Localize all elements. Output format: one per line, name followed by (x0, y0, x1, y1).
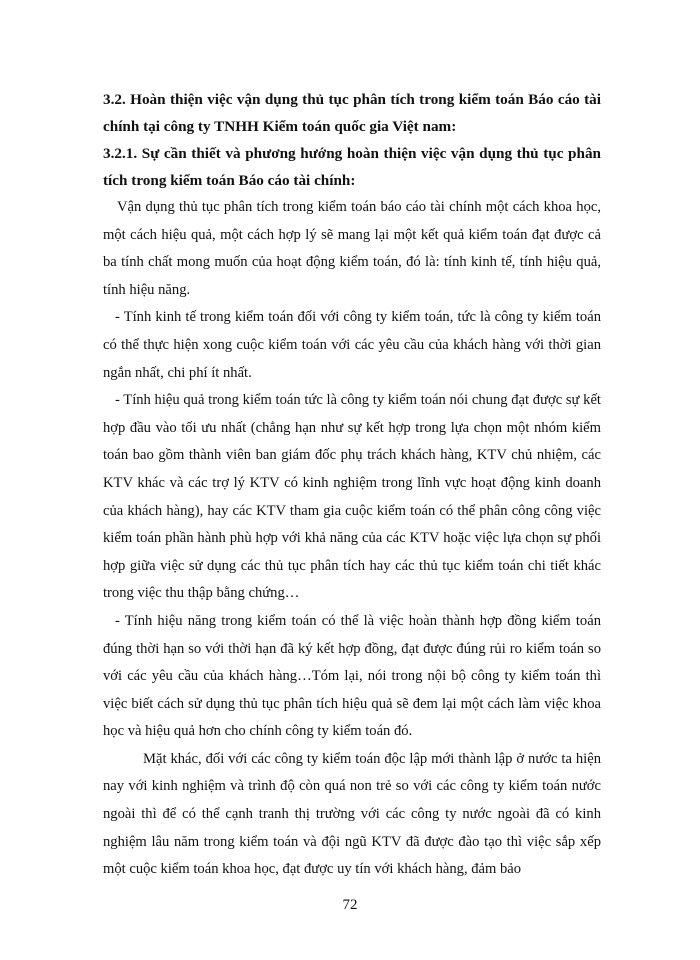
paragraph-efficiency: - Tính hiệu quả trong kiểm toán tức là công ty kiểm toán nói chung đạt được sự kết hợp đầu vào tối ưu nhất (chẳng hạn như sự kết hợp trong lựa chọn một nhóm kiểm toán bao gồm thành viên ban giám đốc phụ trách khách hàng, KTV chủ nhiệm, các KTV khác và các trợ lý KTV có kinh nghiệm trong lĩnh vực hoạt động kinh doanh của khách hàng), hay các KTV tham gia cuộc kiểm toán có thể phân công công việc kiểm toán phần hành phù hợp với khả năng của các KTV hoặc việc lựa chọn sự phối hợp giữa việc sử dụng các thủ tục phân tích hay các thủ tục kiểm toán chi tiết khác trong việc thu thập bằng chứng… (103, 392, 601, 602)
paragraph-economy: - Tính kinh tế trong kiểm toán đối với công ty kiểm toán, tức là công ty kiểm toán có thể thực hiện xong cuộc kiểm toán với các yêu cầu của khách hàng với thời gian ngắn nhất, chi phí ít nhất. (103, 309, 601, 381)
page-number: 72 (342, 897, 358, 913)
section-heading-3-2-1: 3.2.1. Sự cần thiết và phương hướng hoàn thiện việc vận dụng thủ tục phân tích trong kiểm toán Báo cáo tài chính: (103, 145, 601, 189)
paragraph-other-hand: Mặt khác, đối với các công ty kiểm toán độc lập mới thành lập ở nước ta hiện nay với kinh nghiệm và trình độ còn quá non trẻ so với các công ty kiểm toán nước ngoài thì để có thể cạnh tranh thị trường với các công ty nước ngoài đã có kinh nghiệm lâu năm trong kiểm toán và đội ngũ KTV đã được đào tạo thì việc sắp xếp một cuộc kiểm toán khoa học, đạt được uy tín với khách hàng, đảm bảo (103, 750, 601, 878)
page-content (103, 86, 601, 884)
paragraph-intro: Vận dụng thủ tục phân tích trong kiểm toán báo cáo tài chính một cách khoa học, một cách hiệu quả, một cách hợp lý sẽ mang lại một kết quả kiểm toán đạt được cả ba tính chất mong muốn của hoạt động kiểm toán, đó là: tính kinh tế, tính hiệu quả, tính hiệu năng. (103, 199, 601, 298)
section-heading-3-2: 3.2. Hoàn thiện việc vận dụng thủ tục phân tích trong kiểm toán Báo cáo tài chính tại công ty TNHH Kiểm toán quốc gia Việt nam: (103, 91, 601, 135)
paragraph-effectiveness: - Tính hiệu năng trong kiểm toán có thể là việc hoàn thành hợp đồng kiểm toán đúng thời hạn so với thời hạn đã ký kết hợp đồng, đạt được đúng rủi ro kiểm toán so với các yêu cầu của khách hàng…Tóm lại, nói trong nội bộ công ty kiểm toán thì việc biết cách sử dụng thủ tục phân tích hiệu quả sẽ đem lại một cách làm việc khoa học và hiệu quả hơn cho chính công ty kiểm toán đó. (103, 612, 601, 740)
